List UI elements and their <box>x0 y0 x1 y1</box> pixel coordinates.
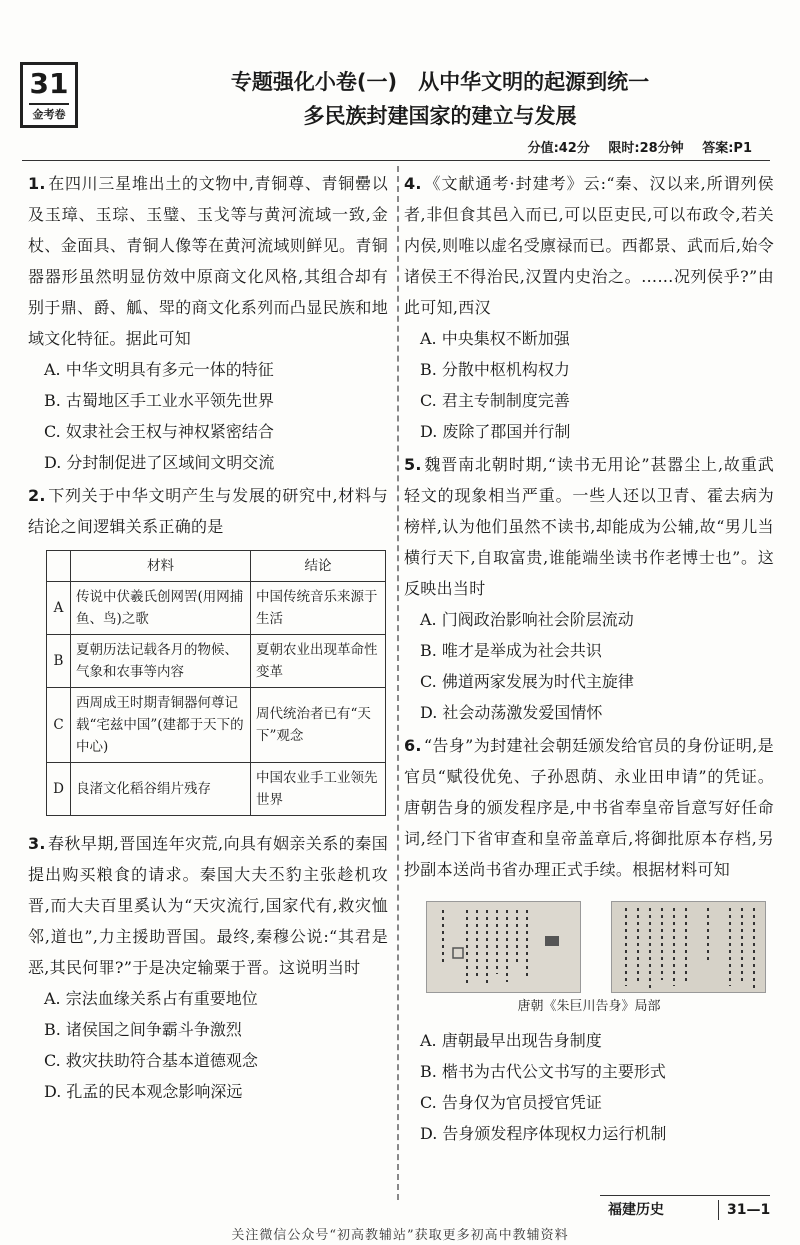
question-text: 《文献通考·封建考》云:“秦、汉以来,所谓列侯者,非但食其邑入而已,可以臣吏民,可以布政令,若关内侯,则唯以虚名受廪禄而已。西都景、武而后,始令诸侯王不得治民,汉置内史治之。……况列侯乎?”由此可知,西汉 <box>404 174 774 317</box>
question-text: 下列关于中华文明产生与发展的研究中,材料与结论之间逻辑关系正确的是 <box>28 486 388 536</box>
exam-meta <box>528 137 752 156</box>
option-d: D. 分封制促进了区域间文明交流 <box>44 453 275 472</box>
table-row <box>47 582 386 635</box>
table-row <box>47 635 386 688</box>
question-stem <box>404 168 774 323</box>
question-stem <box>28 828 388 983</box>
manuscript-image-left <box>426 901 581 993</box>
option-d: D. 孔孟的民本观念影响深远 <box>44 1082 243 1101</box>
row-key: B <box>47 635 71 688</box>
left-column <box>28 168 388 1109</box>
score-info: 分值:42分 <box>527 141 590 156</box>
question-3 <box>28 828 388 1107</box>
question-stem <box>28 480 388 542</box>
question-text: 春秋早期,晋国连年灾荒,向具有姻亲关系的秦国提出购买粮食的请求。秦国大夫丕豹主张趁机攻晋,而大夫百里奚认为“天灾流行,国家代有,救灾恤邻,道也”,力主援助晋国。最终,秦穆公说:“其君是恶,其民何罪?”于是决定输粟于晋。这说明当时 <box>28 834 388 977</box>
volume-badge <box>20 62 78 128</box>
time-limit: 限时:28分钟 <box>608 141 684 156</box>
row-material: 良渚文化稻谷绢片残存 <box>71 763 251 816</box>
question-number: 5. <box>404 455 422 474</box>
row-material: 传说中伏羲氏创网罟(用网捕鱼、鸟)之歌 <box>71 582 251 635</box>
option-b: B. 古蜀地区手工业水平领先世界 <box>44 391 274 410</box>
question-6 <box>404 730 774 1149</box>
table-row <box>47 688 386 763</box>
option-a: A. 门阀政治影响社会阶层流动 <box>420 610 634 629</box>
question-4 <box>404 168 774 447</box>
right-column <box>404 168 774 1151</box>
question-text: “告身”为封建社会朝廷颁发给官员的身份证明,是官员“赋役优免、子孙恩荫、永业田申请”的凭证。唐朝告身的颁发程序是,中书省奉皇帝旨意写好任命词,经门下省审查和皇帝盖章后,将御批原本存档,另抄副本送尚书省办理正式手续。根据材料可知 <box>404 736 774 879</box>
material-table <box>46 550 386 816</box>
row-material: 西周成王时期青铜器何尊记载“宅兹中国”(建都于天下的中心) <box>71 688 251 763</box>
row-key: D <box>47 763 71 816</box>
volume-number: 31 <box>29 67 69 100</box>
option-a: A. 中华文明具有多元一体的特征 <box>44 360 274 379</box>
table-header-material: 材料 <box>71 551 251 582</box>
wechat-notice: 关注微信公众号“初高教辅站”获取更多初高中教辅资料 <box>231 1228 569 1243</box>
option-d: D. 废除了郡国并行制 <box>420 422 571 441</box>
question-number: 1. <box>28 174 46 193</box>
row-key: A <box>47 582 71 635</box>
figure-images <box>426 901 766 993</box>
question-stem <box>28 168 388 354</box>
option-c: C. 奴隶社会王权与神权紧密结合 <box>44 422 274 441</box>
option-b: B. 楷书为古代公文书写的主要形式 <box>420 1062 666 1081</box>
option-b: B. 分散中枢机构权力 <box>420 360 570 379</box>
question-text: 魏晋南北朝时期,“读书无用论”甚嚣尘上,故重武轻文的现象相当严重。一些人还以卫青、霍去病为榜样,认为他们虽然不读书,却能成为公辅,故“男儿当横行天下,自取富贵,谁能端坐读书作老博士也”。这反映出当时 <box>404 455 774 598</box>
question-number: 2. <box>28 486 46 505</box>
option-b: B. 诸侯国之间争霸斗争激烈 <box>44 1020 242 1039</box>
subject-label: 福建历史 <box>608 1202 664 1218</box>
question-text: 在四川三星堆出土的文物中,青铜尊、青铜罍以及玉璋、玉琮、玉璧、玉戈等与黄河流域一致,金杖、金面具、青铜人像等在黄河流域则鲜见。青铜器器形虽然明显仿效中原商文化风格,其组合却有别于鼎、爵、觚、斝的商文化系列而凸显民族和地域文化特征。据此可知 <box>28 174 388 348</box>
page-title-line2: 多民族封建国家的建立与发展 <box>303 104 577 128</box>
option-a: A. 中央集权不断加强 <box>420 329 570 348</box>
option-a: A. 唐朝最早出现告身制度 <box>420 1031 602 1050</box>
option-b: B. 唯才是举成为社会共识 <box>420 641 602 660</box>
question-5 <box>404 449 774 728</box>
row-material: 夏朝历法记载各月的物候、气象和农事等内容 <box>71 635 251 688</box>
question-stem <box>404 730 774 885</box>
table-header-cell <box>47 551 71 582</box>
volume-label: 金考卷 <box>29 103 69 125</box>
table-header-row <box>47 551 386 582</box>
row-conclusion: 中国农业手工业领先世界 <box>251 763 386 816</box>
question-number: 4. <box>404 174 422 193</box>
page-number: 31—1 <box>718 1200 770 1220</box>
question-number: 3. <box>28 834 46 853</box>
question-stem <box>404 449 774 604</box>
option-d: D. 社会动荡激发爱国情怀 <box>420 703 603 722</box>
question-2 <box>28 480 388 816</box>
row-conclusion: 周代统治者已有“天下”观念 <box>251 688 386 763</box>
option-c: C. 救灾扶助符合基本道德观念 <box>44 1051 258 1070</box>
option-a: A. 宗法血缘关系占有重要地位 <box>44 989 258 1008</box>
option-c: C. 君主专制制度完善 <box>420 391 570 410</box>
row-conclusion: 夏朝农业出现革命性变革 <box>251 635 386 688</box>
option-c: C. 告身仅为官员授官凭证 <box>420 1093 602 1112</box>
answer-ref: 答案:P1 <box>702 141 752 156</box>
header-rule <box>22 160 770 161</box>
column-divider <box>397 166 399 1200</box>
table-header-conclusion: 结论 <box>251 551 386 582</box>
question-number: 6. <box>404 736 422 755</box>
figure-caption: 唐朝《朱巨川告身》局部 <box>517 999 661 1014</box>
page-title-line1: 专题强化小卷(一) 从中华文明的起源到统一 <box>230 70 650 94</box>
manuscript-image-right <box>611 901 766 993</box>
footer-rule <box>600 1195 770 1196</box>
question-1 <box>28 168 388 478</box>
row-conclusion: 中国传统音乐来源于生活 <box>251 582 386 635</box>
option-c: C. 佛道两家发展为时代主旋律 <box>420 672 634 691</box>
row-key: C <box>47 688 71 763</box>
table-row <box>47 763 386 816</box>
option-d: D. 告身颁发程序体现权力运行机制 <box>420 1124 667 1143</box>
